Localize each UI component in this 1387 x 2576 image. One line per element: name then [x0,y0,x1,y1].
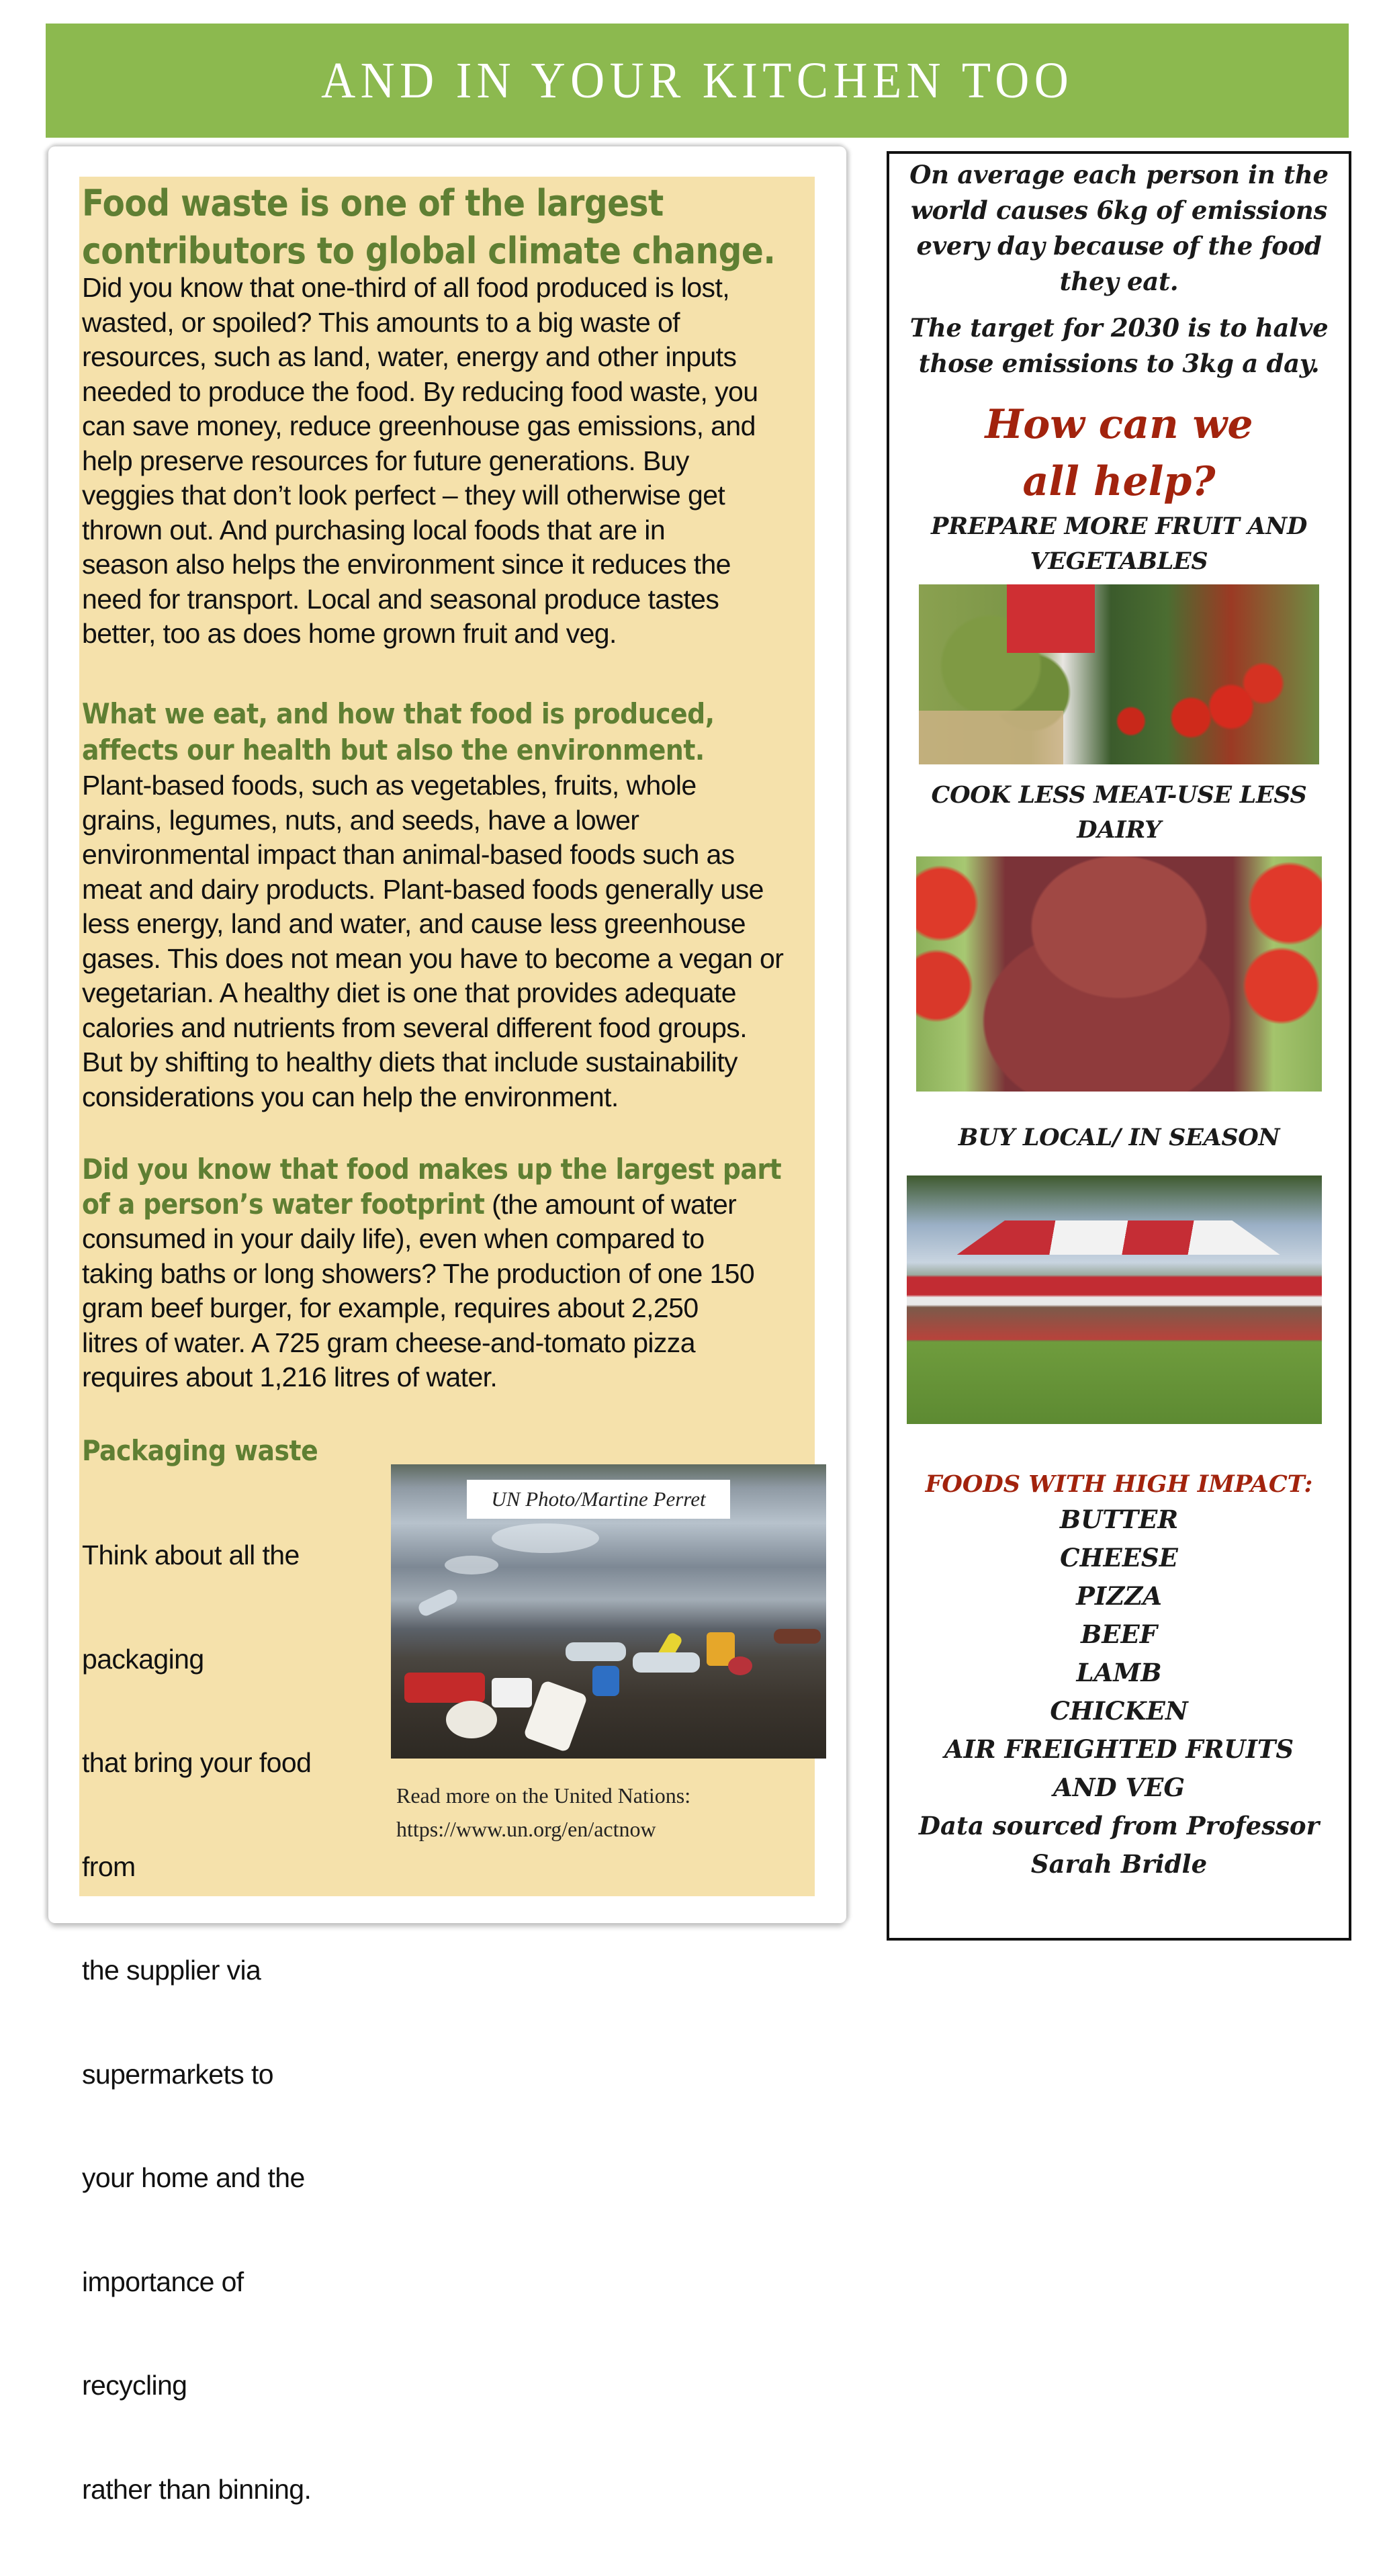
body-line: wasted, or spoiled? This amounts to a big waste of [82,306,680,338]
body-line: season also helps the environment since it reduces the [82,549,731,580]
impact-item: LAMB [1076,1658,1162,1687]
action-line: COOK LESS MEAT-USE LESS [931,781,1307,809]
impact-item: CHEESE [1060,1543,1178,1572]
body-line: gram beef burger, for example, requires about 2,250 [82,1292,699,1323]
data-source-line: Sarah Bridle [1030,1849,1208,1879]
high-impact-heading: FOODS WITH HIGH IMPACT: [925,1470,1313,1498]
section-body [82,768,814,1114]
section-diet-environment [82,696,814,1114]
section-heading: Packaging waste [82,1434,318,1467]
body-line: the supplier via [82,1955,261,1986]
body-line: litres of water. A 725 gram cheese-and-tomato pizza [82,1327,695,1358]
impact-item: AND VEG [1053,1773,1185,1802]
section-body [82,1469,377,2576]
action-cook-less-meat [889,778,1349,848]
body-line: recycling [82,2370,187,2401]
raw-beef-steaks-photo [916,856,1322,1092]
question-line: all help? [1022,458,1216,505]
action-line: DAIRY [1077,816,1161,844]
body-line: thrown out. And purchasing local foods that are in [82,514,666,545]
body-line: requires about 1,216 litres of water. [82,1362,498,1392]
section-body [82,271,814,652]
data-source-line: Data sourced from Professor [918,1811,1320,1840]
action-line: BUY LOCAL/ IN SEASON [958,1124,1280,1151]
body-line [82,1187,814,1223]
body-line: rather than binning. [82,2473,312,2505]
body-line: grains, legumes, nuts, and seeds, have a lower [82,804,639,836]
body-line: calories and nutrients from several different food groups. [82,1012,748,1043]
section-food-waste [82,179,814,652]
body-line: your home and the [82,2162,305,2193]
un-actnow-link[interactable]: https://www.un.org/en/actnow [396,1817,656,1841]
action-line: VEGETABLES [1030,547,1208,575]
body-line: needed to produce the food. By reducing food waste, you [82,375,758,407]
body-line: need for transport. Local and seasonal produce tastes [82,583,719,615]
heading-line: affects our health but also the environment. [82,734,705,766]
body-line: better, too as does home grown fruit and veg. [82,618,617,649]
body-line: considerations you can help the environment. [82,1081,619,1112]
action-prepare-fruit-veg [889,509,1349,579]
emissions-intro [889,157,1349,300]
impact-item: BEEF [1081,1619,1157,1649]
photo-credit-caption: UN Photo/Martine Perret [467,1480,730,1519]
heading-line: What we eat, and how that food is produced, [82,697,715,730]
heading-line: Food waste is one of the largest [82,182,664,224]
page-header-banner [46,24,1349,138]
body-line: gases. This does not mean you have to become a vegan or [82,942,784,974]
vegetables-market-photo [919,584,1319,764]
section-heading [82,179,814,275]
body-line: Plant-based foods, such as vegetables, fruits, whole [82,770,697,801]
intro-line: On average each person in the [909,160,1329,189]
impact-item: BUTTER [1059,1505,1179,1534]
section-water-footprint [82,1152,814,1395]
action-line: PREPARE MORE FRUIT AND [930,513,1308,540]
heading-line: Did you know that food makes up the largest part [82,1153,782,1186]
body-line: meat and dairy products. Plant-based foods generally use [82,873,764,905]
page-title: AND IN YOUR KITCHEN TOO [320,52,1074,109]
body-line: packaging [82,1643,204,1675]
body-line: can save money, reduce greenhouse gas emissions, and [82,410,756,441]
body-line: veggies that don’t look perfect – they will otherwise get [82,480,725,510]
intro-line: world causes 6kg of emissions [910,195,1328,225]
read-more-label: Read more on the United Nations: [396,1783,691,1808]
body-line: taking baths or long showers? The production of one 150 [82,1257,755,1289]
body-line: less energy, land and water, and cause less greenhouse [82,908,746,939]
body-line: help preserve resources for future generations. Buy [82,445,689,476]
heading-line: contributors to global climate change. [82,230,776,272]
question-line: How can we [985,401,1253,448]
body-line: that bring your food [82,1747,312,1778]
farmers-market-stalls-photo [907,1175,1322,1424]
section-body [82,1152,814,1395]
body-line: importance of [82,2266,244,2297]
body-line: vegetarian. A healthy diet is one that provides adequate [82,977,736,1008]
how-can-we-help-heading [889,396,1349,510]
intro-line: every day because of the food [916,231,1322,261]
body-line: from [82,1851,136,1882]
impact-item: AIR FREIGHTED FRUITS [944,1734,1294,1764]
body-line: Did you know that one-third of all food produced is lost, [82,272,730,303]
impact-item: PIZZA [1076,1581,1162,1611]
high-impact-list [889,1501,1349,1883]
body-line: supermarkets to [82,2058,273,2090]
body-line: consumed in your daily life), even when compared to [82,1223,705,1254]
target-line: The target for 2030 is to halve [909,313,1329,343]
intro-line: they eat. [1059,267,1179,296]
action-buy-local [889,1120,1349,1155]
body-line: resources, such as land, water, energy and other inputs [82,341,737,372]
heading-inline: of a person’s water footprint [82,1187,485,1220]
section-heading [82,696,814,768]
emissions-target [889,310,1349,382]
body-inline: (the amount of water [484,1188,737,1220]
body-line: environmental impact than animal-based foods such as [82,839,735,870]
target-line: those emissions to 3kg a day. [918,349,1320,378]
impact-item: CHICKEN [1050,1696,1188,1726]
body-line: But by shifting to healthy diets that include sustainability [82,1047,737,1077]
body-line: Think about all the [82,1540,300,1570]
read-more-note [396,1779,690,1846]
section-packaging-waste [82,1433,377,2576]
